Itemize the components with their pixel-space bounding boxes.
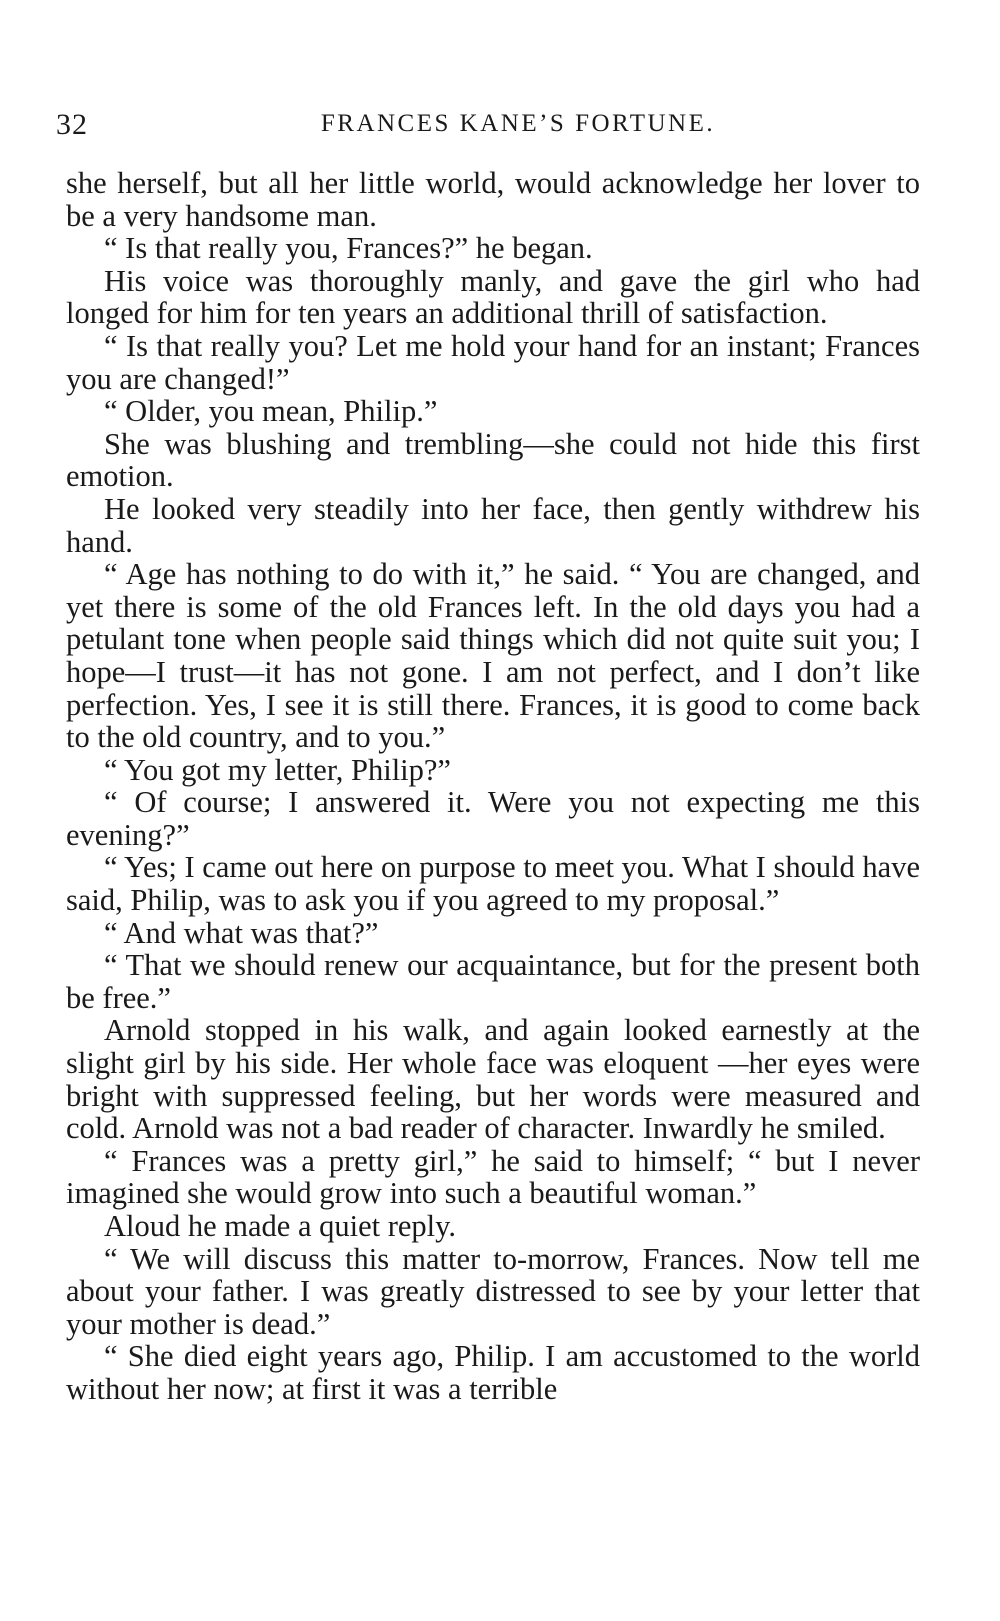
paragraph: His voice was thoroughly manly, and gave the girl who had longed for him for ten years an additional thrill of satisfaction. — [66, 263, 920, 331]
page-header — [56, 108, 940, 148]
paragraph: “ Older, you mean, Philip.” — [104, 394, 438, 429]
paragraph: “ You got my letter, Philip?” — [104, 752, 451, 787]
paragraph: “ Age has nothing to do with it,” he said. “ You are changed, and yet there is some of the old Frances left. In the old days you had a petulant tone when people said things which did not quite suit you; I hope—I trust—it has not gone. I am not perfect, and I don’t like perfection. Yes, I see it is still there. Frances, it is good to come back to the old country, and to you.” — [66, 557, 920, 755]
paragraph: “ That we should renew our acquaintance, but for the present both be free.” — [66, 948, 920, 1015]
paragraph: Arnold stopped in his walk, and again looked earnestly at the slight girl by his side. Her whole face was eloquent —her eyes were bright with suppressed feeling, but her words were measured and cold. Arnold was not a bad reader of character. Inwardly he smiled. — [66, 1013, 920, 1146]
paragraph: “ And what was that?” — [104, 915, 379, 950]
paragraph: Aloud he made a quiet reply. — [104, 1209, 457, 1243]
page-number: 32 — [56, 108, 88, 141]
paragraph: He looked very steadily into her face, then gently withdrew his hand. — [66, 491, 920, 559]
paragraph: “ Yes; I came out here on purpose to meet you. What I should have said, Philip, was to ask you if you agreed to my proposal.” — [66, 850, 920, 918]
paragraph: she herself, but all her little world, would acknowledge her lover to be a very handsome man. — [66, 166, 920, 233]
paragraph: “ Frances was a pretty girl,” he said to himself; “ but I never imagined she would grow into such a beautiful woman.” — [66, 1143, 920, 1211]
paragraph: “ We will discuss this matter to-morrow, Frances. Now tell me about your father. I was greatly distressed to see by your letter that your mother is dead.” — [66, 1241, 920, 1341]
paragraph: “ She died eight years ago, Philip. I am accustomed to the world without her now; at first it was a terrible — [66, 1339, 920, 1406]
body-text — [66, 167, 920, 1406]
paragraph: “ Is that really you? Let me hold your hand for an instant; Frances you are changed!” — [66, 328, 920, 396]
running-title: FRANCES KANE’S FORTUNE. — [320, 110, 716, 137]
paragraph: “ Is that really you, Frances?” he began. — [104, 231, 593, 266]
paragraph: “ Of course; I answered it. Were you not expecting me this evening?” — [66, 785, 920, 852]
paragraph: She was blushing and trembling—she could not hide this first emotion. — [66, 426, 920, 494]
